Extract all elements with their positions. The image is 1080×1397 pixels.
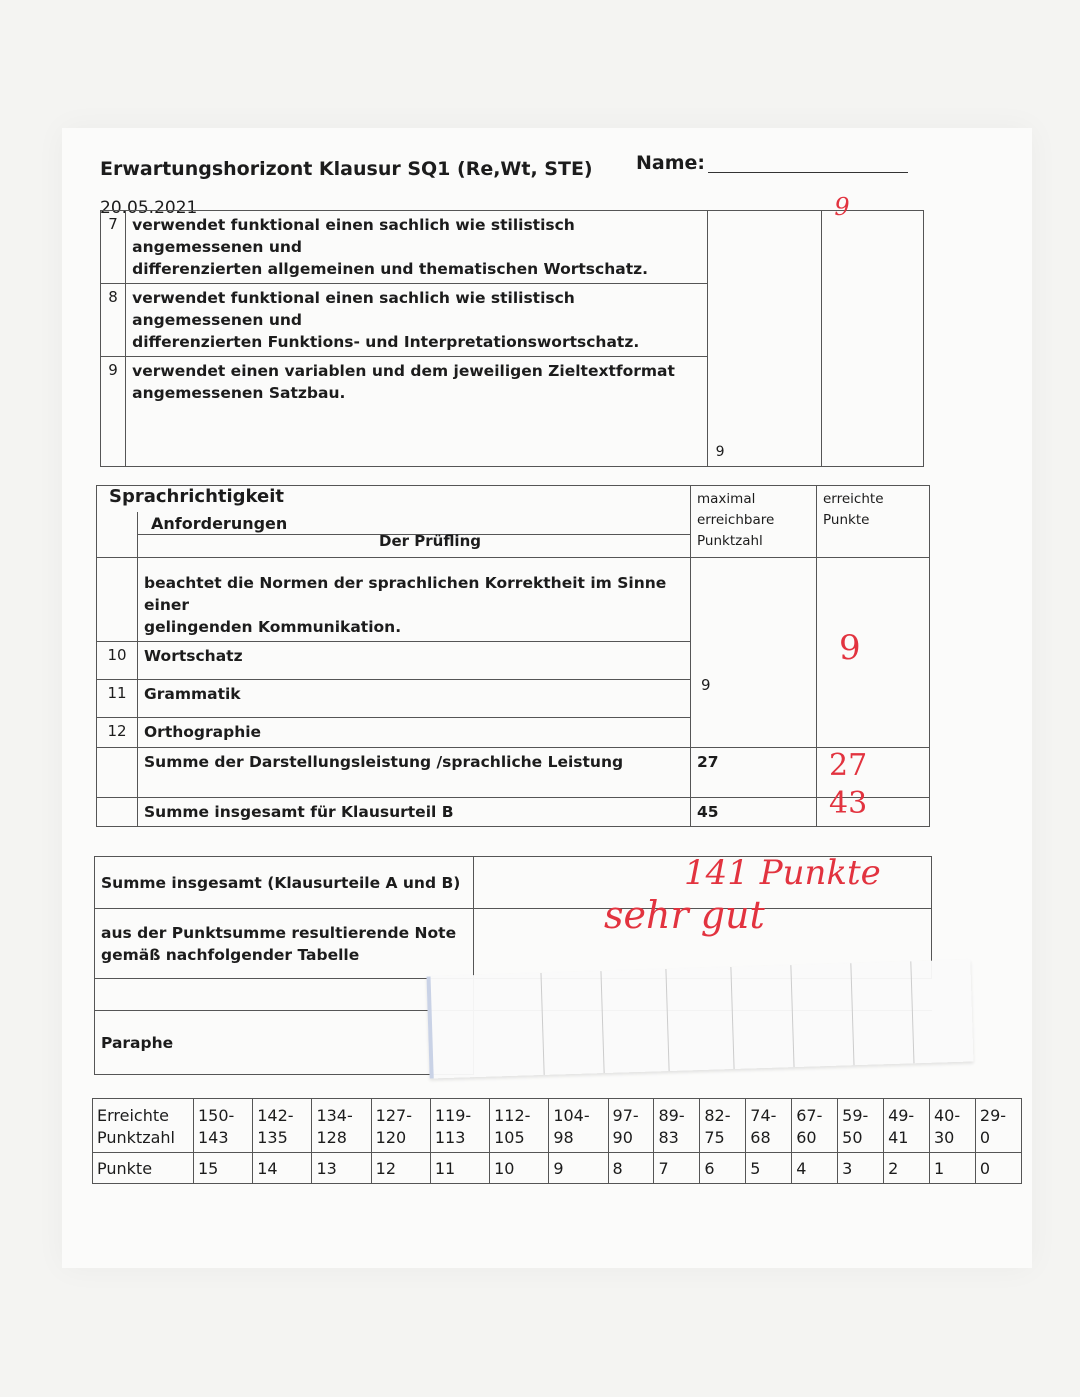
intro-text: beachtet die Normen der sprachlichen Korrektheit im Sinne einer gelingenden Kommunikation.	[138, 558, 691, 642]
sum-b-max: 45	[691, 798, 817, 827]
document-title: Erwartungshorizont Klausur SQ1 (Re,Wt, STE)	[100, 158, 593, 180]
name-label: Name:	[636, 152, 706, 174]
points-label: Punkte	[93, 1153, 194, 1184]
grade-range-cell: 97- 90	[608, 1099, 654, 1153]
grade-range-cell: 104- 98	[549, 1099, 608, 1153]
pruefling-label: Der Prüfling	[379, 532, 481, 550]
section-title: Sprachrichtigkeit	[109, 486, 285, 507]
tape-strip	[427, 959, 974, 1078]
row-number: 10	[97, 642, 138, 680]
max-header: maximal erreichbare Punktzahl	[691, 486, 817, 558]
grade-range-cell: 82- 75	[700, 1099, 746, 1153]
sprachrichtigkeit-table	[96, 485, 930, 827]
grade-points-cell: 6	[700, 1153, 746, 1184]
max-points-cell: 9	[707, 211, 822, 467]
paraphe-label: Paraphe	[95, 1011, 474, 1075]
grade-range-cell: 150- 143	[194, 1099, 253, 1153]
rows-max-cell: 9	[691, 558, 817, 748]
grade-range-cell: 134- 128	[312, 1099, 371, 1153]
row-number: 7	[101, 211, 126, 284]
name-line	[708, 172, 908, 173]
grade-range-cell: 49- 41	[884, 1099, 930, 1153]
grade-points-cell: 2	[884, 1153, 930, 1184]
handwritten-score: 9	[834, 193, 850, 221]
row-number: 9	[101, 357, 126, 467]
grade-range-cell: 67- 60	[792, 1099, 838, 1153]
grade-range-cell: 142- 135	[253, 1099, 312, 1153]
rows-achieved-cell	[817, 558, 930, 748]
criterion-text: verwendet funktional einen sachlich wie stilistisch angemessenen und differenzierten allgemeinen und thematischen Wortschatz.	[126, 211, 708, 284]
grade-range-cell: 112- 105	[490, 1099, 549, 1153]
grade-points-cell: 5	[746, 1153, 792, 1184]
sum-darstellung-label: Summe der Darstellungsleistung /sprachliche Leistung	[138, 748, 691, 798]
anforderungen-label: Anforderungen	[151, 514, 288, 533]
sum-b-achieved-cell	[817, 786, 930, 827]
row-number: 11	[97, 680, 138, 718]
achieved-points-cell	[822, 193, 924, 467]
reached-points-label: Erreichte Punktzahl	[93, 1099, 194, 1153]
grade-conversion-table	[92, 1098, 1022, 1184]
grade-points-cell: 7	[654, 1153, 700, 1184]
grade-points-cell: 4	[792, 1153, 838, 1184]
grade-points-cell: 14	[253, 1153, 312, 1184]
handwritten-score: 9	[839, 628, 861, 668]
row-number: 8	[101, 284, 126, 357]
handwritten-total: 141 Punkte	[684, 853, 881, 893]
criterion-label: Grammatik	[138, 680, 691, 718]
row-number: 12	[97, 718, 138, 748]
section-header-cell	[97, 486, 691, 558]
criterion-text: verwendet funktional einen sachlich wie stilistisch angemessenen und differenzierten Funktions- und Interpretationswortschatz.	[126, 284, 708, 357]
grade-points-cell: 13	[312, 1153, 371, 1184]
grade-points-cell: 3	[838, 1153, 884, 1184]
sum-b-label: Summe insgesamt für Klausurteil B	[138, 798, 691, 827]
grade-range-cell: 89- 83	[654, 1099, 700, 1153]
document-date: 20.05.2021	[100, 198, 198, 218]
grade-range-cell: 29- 0	[975, 1099, 1021, 1153]
grade-points-cell: 10	[490, 1153, 549, 1184]
grade-points-cell: 0	[975, 1153, 1021, 1184]
grade-points-cell: 15	[194, 1153, 253, 1184]
criterion-label: Wortschatz	[138, 642, 691, 680]
grade-range-cell: 127- 120	[371, 1099, 430, 1153]
total-label: Summe insgesamt (Klausurteile A und B)	[95, 857, 474, 909]
achieved-header: erreichte Punkte	[817, 486, 930, 558]
criterion-text: verwendet einen variablen und dem jeweiligen Zieltextformat angemessenen Satzbau.	[126, 357, 708, 467]
grade-label: aus der Punktsumme resultierende Note gemäß nachfolgender Tabelle	[95, 909, 474, 979]
grade-points-cell: 8	[608, 1153, 654, 1184]
handwritten-grade: sehr gut	[604, 893, 765, 937]
grade-range-cell: 119- 113	[430, 1099, 489, 1153]
grade-points-cell: 9	[549, 1153, 608, 1184]
grade-points-cell: 11	[430, 1153, 489, 1184]
sum-darstellung-max: 27	[691, 748, 817, 798]
handwritten-score: 27	[829, 748, 868, 783]
grade-range-cell: 74- 68	[746, 1099, 792, 1153]
grade-points-cell: 12	[371, 1153, 430, 1184]
criterion-label: Orthographie	[138, 718, 691, 748]
grade-points-cell: 1	[929, 1153, 975, 1184]
handwritten-score: 43	[829, 786, 868, 821]
grade-range-cell: 40- 30	[929, 1099, 975, 1153]
grade-range-cell: 59- 50	[838, 1099, 884, 1153]
